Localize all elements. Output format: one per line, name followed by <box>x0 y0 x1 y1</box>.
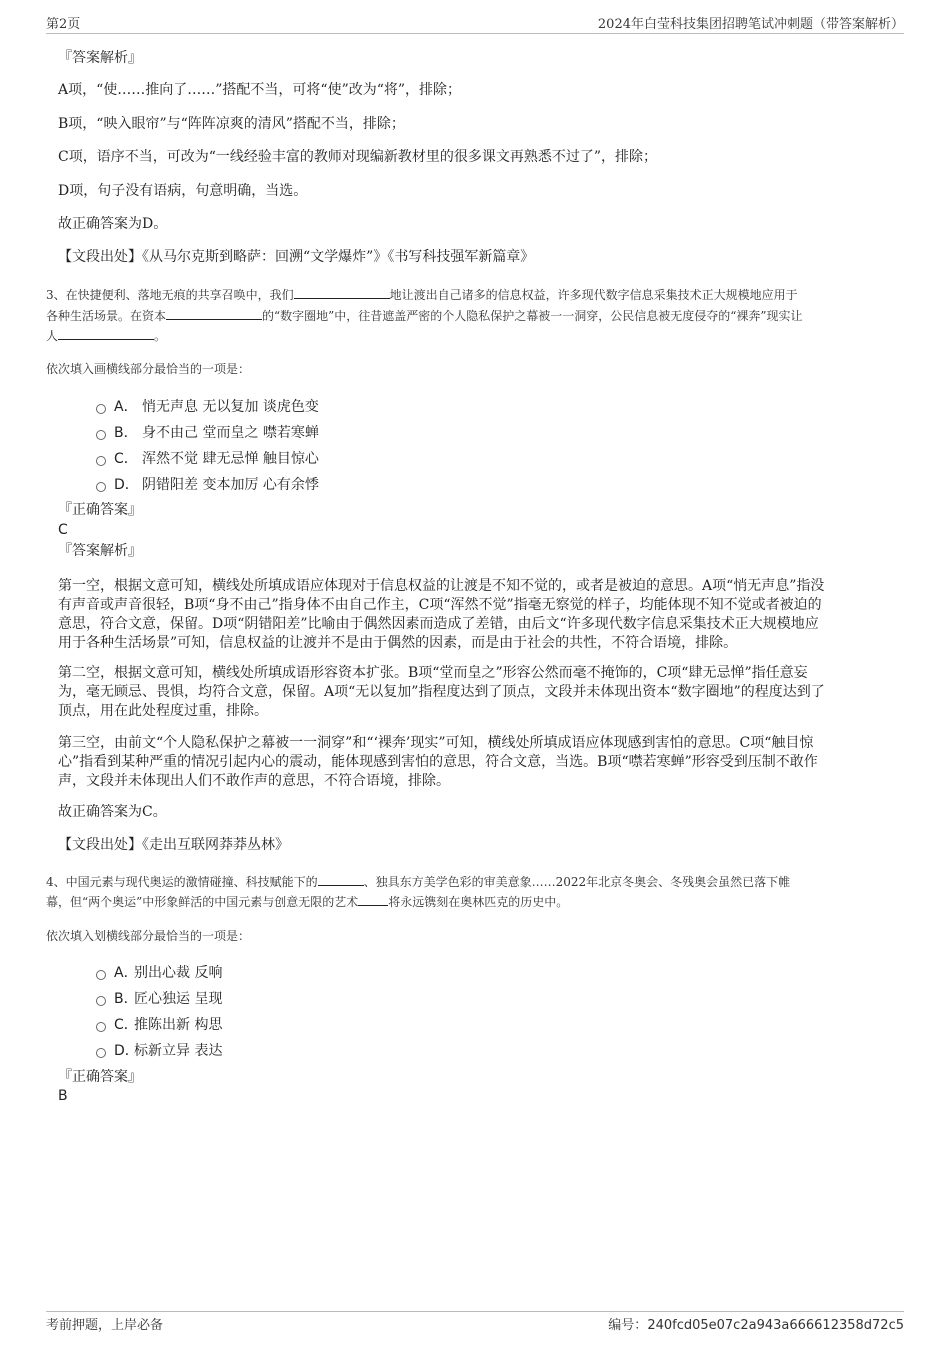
q4-stem-line-1: 4、中国元素与现代奥运的激情碰撞、科技赋能下的 、独具东方美学色彩的审美意象……2022年北京冬奥会、冬残奥会虽然已落下帷 <box>46 875 791 889</box>
radio-icon[interactable] <box>96 482 106 492</box>
fill-blank <box>318 873 364 886</box>
q3-analysis-label: 『答案解析』 <box>58 543 142 559</box>
q2-analysis-line: D项，句子没有语病，句意明确，当选。 <box>58 183 308 199</box>
q3-conclusion: 故正确答案为C。 <box>58 804 167 820</box>
q4-prompt: 依次填入划横线部分最恰当的一项是： <box>46 929 251 943</box>
fill-blank <box>294 286 390 299</box>
q3-option-a[interactable]: A． 悄无声息 无以复加 谈虎色变 <box>96 396 319 416</box>
q4-option-d[interactable]: D． 标新立异 表达 <box>96 1040 222 1060</box>
footer-code: 编号：240fcd05e07c2a943a666612358d72c5 <box>608 1318 904 1333</box>
q2-conclusion: 故正确答案为D。 <box>58 216 168 232</box>
q2-analysis-label: 『答案解析』 <box>58 50 142 66</box>
page-number: 第2页 <box>46 17 81 32</box>
header-divider <box>46 33 904 34</box>
document-title: 2024年白莹科技集团招聘笔试冲刺题（带答案解析） <box>597 17 904 32</box>
q2-analysis-line: B项，“映入眼帘”与“阵阵凉爽的清风”搭配不当，排除； <box>58 116 405 132</box>
q4-option-a[interactable]: A． 别出心裁 反响 <box>96 962 222 982</box>
q4-correct-answer: B <box>58 1088 68 1104</box>
fill-blank <box>358 893 388 906</box>
radio-icon[interactable] <box>96 1048 106 1058</box>
q3-correct-answer: C <box>58 522 68 538</box>
q4-correct-label: 『正确答案』 <box>58 1069 142 1085</box>
q2-source: 【文段出处】《从马尔克斯到略萨：回溯“文学爆炸”》《书写科技强军新篇章》 <box>58 249 535 265</box>
q3-stem-line-2: 各种生活场景。在资本 的“数字圈地”中，往昔遮盖严密的个人隐私保护之幕被一一洞穿，公民信息被无度侵夺的“裸奔”现实让 <box>46 309 803 323</box>
fill-blank <box>58 327 154 340</box>
q3-option-b[interactable]: B． 身不由己 堂而皇之 噤若寒蝉 <box>96 422 319 442</box>
footer-divider <box>46 1311 904 1312</box>
radio-icon[interactable] <box>96 404 106 414</box>
q3-analysis-paragraph-3: 第三空，由前文“个人隐私保护之幕被一一洞穿”和“‘裸奔’现实”可知，横线处所填成语应体现感到害怕的意思。C项“触目惊 心”指看到某种严重的情况引起内心的震动，能体现感到害怕的意思，符合文意，当选。B项“噤若寒蝉”形容受到压制不敢作 声，文段并未体现出人们不敢作声的意思，不符合语境，排除。 <box>58 735 818 789</box>
q3-analysis-paragraph-1: 第一空，根据文意可知，横线处所填成语应体现对于信息权益的让渡是不知不觉的，或者是被迫的意思。A项“悄无声息”指没 有声音或声音很轻，B项“身不由己”指身体不由自己作主，C项“浑然不觉”指毫无察觉的样子，均能体现不知不觉或者被迫的 意思，符合文意，保留。D项“阴错阳差”比喻由于偶然因素而造成了差错，由后文“许多现代数字信息采集技术正大规模地应 用于各种生活场景”可知，信息权益的让渡并不是由于偶然的因素，而是由于社会的共性，不符合语境，排除。 <box>58 578 825 651</box>
q3-option-d[interactable]: D． 阴错阳差 变本加厉 心有余悸 <box>96 474 319 494</box>
q2-analysis-line: C项，语序不当，可改为“一线经验丰富的教师对现编新教材里的很多课文再熟悉不过了”，排除； <box>58 149 658 165</box>
q4-option-c[interactable]: C． 推陈出新 构思 <box>96 1014 222 1034</box>
footer-slogan: 考前押题，上岸必备 <box>46 1318 164 1333</box>
q3-source: 【文段出处】《走出互联网莽莽丛林》 <box>58 837 289 853</box>
q4-option-b[interactable]: B． 匠心独运 呈现 <box>96 988 222 1008</box>
radio-icon[interactable] <box>96 970 106 980</box>
q3-option-c[interactable]: C． 浑然不觉 肆无忌惮 触目惊心 <box>96 448 319 468</box>
radio-icon[interactable] <box>96 456 106 466</box>
q3-stem-line-3: 人 。 <box>46 329 167 343</box>
q3-prompt: 依次填入画横线部分最恰当的一项是： <box>46 362 251 376</box>
radio-icon[interactable] <box>96 996 106 1006</box>
radio-icon[interactable] <box>96 430 106 440</box>
q3-stem-line-1: 3、在快捷便利、落地无痕的共享召唤中，我们 地让渡出自己诸多的信息权益，许多现代数字信息采集技术正大规模地应用于 <box>46 288 798 302</box>
q3-analysis-paragraph-2: 第二空，根据文意可知，横线处所填成语形容资本扩张。B项“堂而皇之”形容公然而毫不掩饰的，C项“肆无忌惮”指任意妄 为，毫无顾忌、畏惧，均符合文意，保留。A项“无以复加”指程度达到了顶点，文段并未体现出资本“数字圈地”的程度达到了 顶点，用在此处程度过重，排除。 <box>58 665 825 719</box>
q3-correct-label: 『正确答案』 <box>58 502 142 518</box>
fill-blank <box>166 307 262 320</box>
q2-analysis-line: A项，“使……推向了……”搭配不当，可将“使”改为“将”，排除； <box>58 82 462 98</box>
q4-stem-line-2: 幕，但“两个奥运”中形象鲜活的中国元素与创意无限的艺术 将永远镌刻在奥林匹克的历史中。 <box>46 895 569 909</box>
radio-icon[interactable] <box>96 1022 106 1032</box>
